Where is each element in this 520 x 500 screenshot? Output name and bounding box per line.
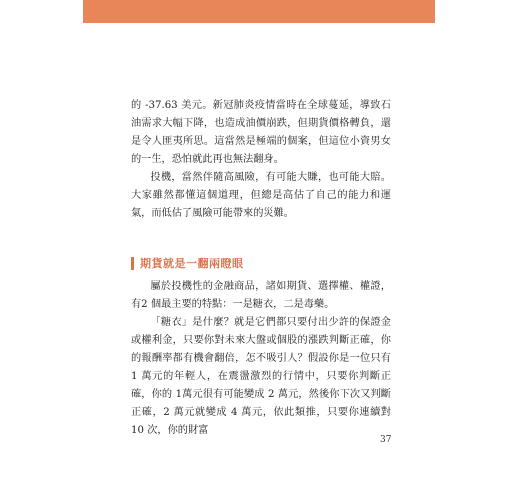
paragraph-speculative-products: 屬於投機性的金融商品，諸如期貨、選擇權、權證，有2 個最主要的特點：一是糖衣，二是毒藥。 bbox=[131, 281, 391, 310]
page-number: 37 bbox=[380, 435, 392, 445]
paragraph-sugar-coating: 「糖衣」是什麼？就是它們都只要付出少許的保證金或權利金，只要你對未來大盤或個股的漲跌判斷正確，你的報酬率都有機會翻倍，怎不吸引人？假設你是一位只有 1 萬元的年輕人，在震盪激烈的行情中，只要你判斷正確，你的 1萬元很有可能變成 2 萬元，然後你下次又判斷正確，2 萬元就變成 4 萬元，依此類推，只要你連續對 10 次，你的財富 bbox=[131, 317, 391, 436]
heading-accent-bar bbox=[131, 257, 134, 270]
header-color-band bbox=[83, 0, 435, 23]
paragraph-speculation-risk: 投機，當然伴隨高風險，有可能大賺，也可能大賠。大家雖然都懂這個道理，但總是高估了自己的能力和運氣，而低估了風險可能帶來的災難。 bbox=[131, 172, 391, 219]
section-heading-text: 期貨就是一翻兩瞪眼 bbox=[140, 257, 244, 270]
section-heading bbox=[131, 255, 244, 271]
body-text-top bbox=[131, 97, 391, 223]
paragraph-oil-price: 的 -37.63 美元。新冠肺炎疫情當時在全球蔓延，導致石油需求大幅下降，也造成油價崩跌，但期貨價格轉負，還是令人匪夷所思。這當然是極端的個案，但這位小資男女的一生，恐怕就此再也無法翻身。 bbox=[131, 100, 391, 165]
body-text-bottom bbox=[131, 278, 391, 440]
